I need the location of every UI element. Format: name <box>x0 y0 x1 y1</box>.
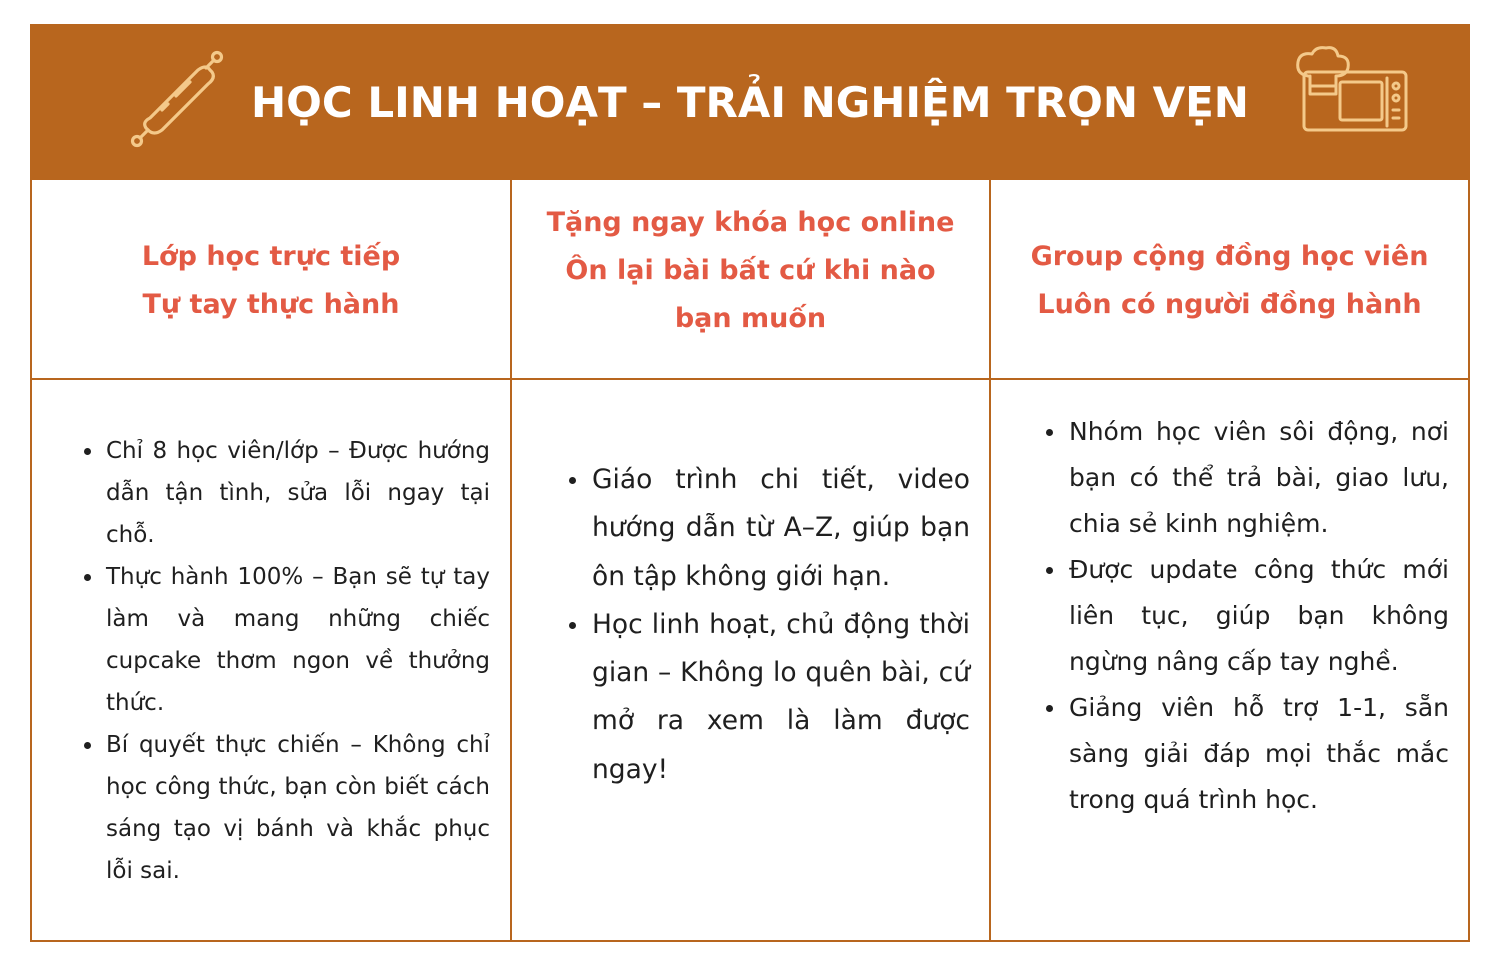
list-item-text: Giảng viên hỗ trợ 1-1, sẵn sàng giải đáp mọi thắc mắc trong quá trình học. <box>1069 693 1449 814</box>
heading-line: Ôn lại bài bất cứ khi nào <box>565 255 936 286</box>
list-item-text: Bí quyết thực chiến – Không chỉ học công thức, bạn còn biết cách sáng tạo vị bánh và khắc phục lỗi sai. <box>106 732 490 884</box>
column-heading-online <box>512 186 989 356</box>
bullet-icon <box>84 448 91 455</box>
list-item <box>32 430 490 556</box>
column-body-community <box>991 409 1468 823</box>
heading-line: Lớp học trực tiếp <box>141 241 401 272</box>
bullet-list <box>32 430 490 892</box>
heading-line: Luôn có người đồng hành <box>1037 289 1422 320</box>
bullet-icon <box>84 742 91 749</box>
list-item-text: Thực hành 100% – Bạn sẽ tự tay làm và mang những chiếc cupcake thơm ngon về thưởng thức. <box>106 564 490 716</box>
list-item <box>512 601 970 794</box>
column-body-in-person <box>32 382 510 940</box>
heading-line: bạn muốn <box>674 303 827 334</box>
list-item <box>991 685 1449 823</box>
heading-line: Tặng ngay khóa học online <box>546 207 955 238</box>
list-item <box>991 409 1449 547</box>
column-body-online <box>512 456 989 794</box>
heading-line: Tự tay thực hành <box>142 289 400 320</box>
bullet-icon <box>1046 705 1053 712</box>
banner <box>32 26 1468 180</box>
list-item <box>991 547 1449 685</box>
heading-line: Group cộng đồng học viên <box>1030 241 1429 272</box>
banner-title: HỌC LINH HOẠT – TRẢI NGHIỆM TRỌN VẸN <box>251 78 1249 127</box>
list-item-text: Được update công thức mới liên tục, giúp bạn không ngừng nâng cấp tay nghề. <box>1069 555 1449 676</box>
list-item <box>32 556 490 724</box>
list-item <box>32 724 490 892</box>
bullet-icon <box>569 622 576 629</box>
rolling-pin-icon <box>128 48 228 148</box>
bullet-list <box>991 409 1449 823</box>
info-table <box>30 24 1470 942</box>
bullet-icon <box>84 574 91 581</box>
list-item-text: Chỉ 8 học viên/lớp – Được hướng dẫn tận tình, sửa lỗi ngay tại chỗ. <box>106 438 490 548</box>
chef-hat-oven-icon <box>1294 44 1410 134</box>
bullet-icon <box>1046 567 1053 574</box>
list-item <box>512 456 970 601</box>
column-heading-community <box>991 182 1468 380</box>
list-item-text: Nhóm học viên sôi động, nơi bạn có thể trả bài, giao lưu, chia sẻ kinh nghiệm. <box>1069 417 1449 538</box>
list-item-text: Học linh hoạt, chủ động thời gian – Không lo quên bài, cứ mở ra xem là làm được ngay! <box>592 608 970 785</box>
bullet-list <box>512 456 970 794</box>
bullet-icon <box>1046 429 1053 436</box>
column-heading-in-person <box>32 182 510 380</box>
bullet-icon <box>569 477 576 484</box>
list-item-text: Giáo trình chi tiết, video hướng dẫn từ A–Z, giúp bạn ôn tập không giới hạn. <box>592 464 970 592</box>
